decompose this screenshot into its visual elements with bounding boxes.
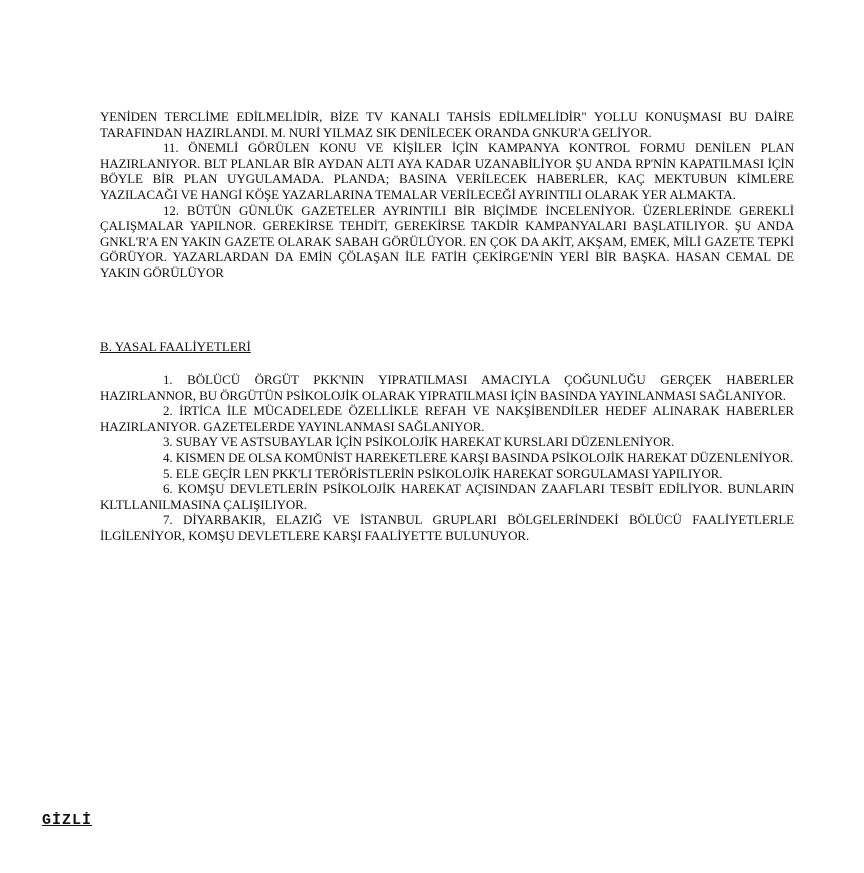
section-b-item-1: 1. BÖLÜCÜ ÖRGÜT PKK'NIN YIPRATILMASI AMACIYLA ÇOĞUNLUĞU GERÇEK HABERLER HAZIRLANNOR, BU ÖRGÜTÜN PSİKOLOJİK OLARAK YIPRATILMASI İÇİN BASINDA YAYINLANMASI SAĞLANIYOR.: [100, 372, 794, 403]
section-b-item-2: 2. İRTİCA İLE MÜCADELEDE ÖZELLİKLE REFAH VE NAKŞİBENDİLER HEDEF ALINARAK HABERLER HAZIRLANIYOR. GAZETELERDE YAYINLANMASI SAĞLANIYOR.: [100, 403, 794, 434]
section-b-item-3: 3. SUBAY VE ASTSUBAYLAR İÇİN PSİKOLOJİK HAREKAT KURSLARI DÜZENLENİYOR.: [163, 434, 675, 450]
continuation-paragraph: YENİDEN TERCLİME EDİLMELİDİR, BİZE TV KANALI TAHSİS EDİLMELİDİR" YOLLU KONUŞMASI BU DAİRE TARAFINDAN HAZIRLANDI. M. NURİ YILMAZ SIK DENİLECEK ORANDA GNKUR'A GELİYOR.: [100, 109, 794, 140]
section-b-item-7: 7. DİYARBAKIR, ELAZIĞ VE İSTANBUL GRUPLARI BÖLGELERİNDEKİ BÖLÜCÜ FAALİYETLERLE İLGİLENİYOR, KOMŞU DEVLETLERE KARŞI FAALİYETTE BULUNUYOR.: [100, 512, 794, 543]
section-b-list: [100, 372, 794, 544]
item-12-paragraph: 12. BÜTÜN GÜNLÜK GAZETELER AYRINTILI BİR BİÇİMDE İNCELENİYOR. ÜZERLERİNDE GEREKLİ ÇALIŞMALAR YAPILNOR. GEREKİRSE TEHDİT, GEREKİRSE TAKDİR KAMPANYALARI BAŞLATILIYOR. ŞU ANDA GNKL'R'A EN YAKIN GAZETE OLARAK SABAH GÖRÜLÜYOR. EN ÇOK DA AKİT, AKŞAM, EMEK, MİLİ GAZETE TEPKİ GÖRÜYOR. YAZARLARDAN DA EMİN ÇÖLAŞAN İLE FATİH ÇEKİRGE'NİN YERİ BİR BAŞKA. HASAN CEMAL DE YAKIN GÖRÜLÜYOR: [100, 202, 794, 280]
top-section: [100, 109, 794, 281]
item-11-paragraph: 11. ÖNEMLİ GÖRÜLEN KONU VE KİŞİLER İÇİN KAMPANYA KONTROL FORMU DENİLEN PLAN HAZIRLANIYOR. BLT PLANLAR BİR AYDAN ALTI AYA KADAR UZANABİLİYOR ŞU ANDA RP'NİN KAPATILMASI İÇİN BÖYLE BİR PLAN UYGULAMADA. PLANDA; BASINA VERİLECEK HABERLER, KAÇ MEKTUBUN KİMLERE YAZILACAĞI VE HANGİ KÖŞE YAZARLARINA TEMALAR VERİLECEĞİ AYRINTILI OLARAK YER ALMAKTA.: [100, 140, 794, 202]
section-b-heading: B. YASAL FAALİYETLERİ: [100, 339, 251, 354]
classification-footer: GİZLİ: [42, 812, 93, 829]
section-b-item-5: 5. ELE GEÇİR LEN PKK'LI TERÖRİSTLERİN PSİKOLOJİK HAREKAT SORGULAMASI YAPILIYOR.: [163, 465, 723, 481]
section-b-item-6: 6. KOMŞU DEVLETLERİN PSİKOLOJİK HAREKAT AÇISINDAN ZAAFLARI TESBİT EDİLİYOR. BUNLARIN KLTLLANILMASINA ÇALIŞILIYOR.: [100, 481, 794, 512]
section-b-item-4: 4. KISMEN DE OLSA KOMÜNİST HAREKETLERE KARŞI BASINDA PSİKOLOJİK HAREKAT DÜZENLENİYOR.: [163, 449, 794, 465]
